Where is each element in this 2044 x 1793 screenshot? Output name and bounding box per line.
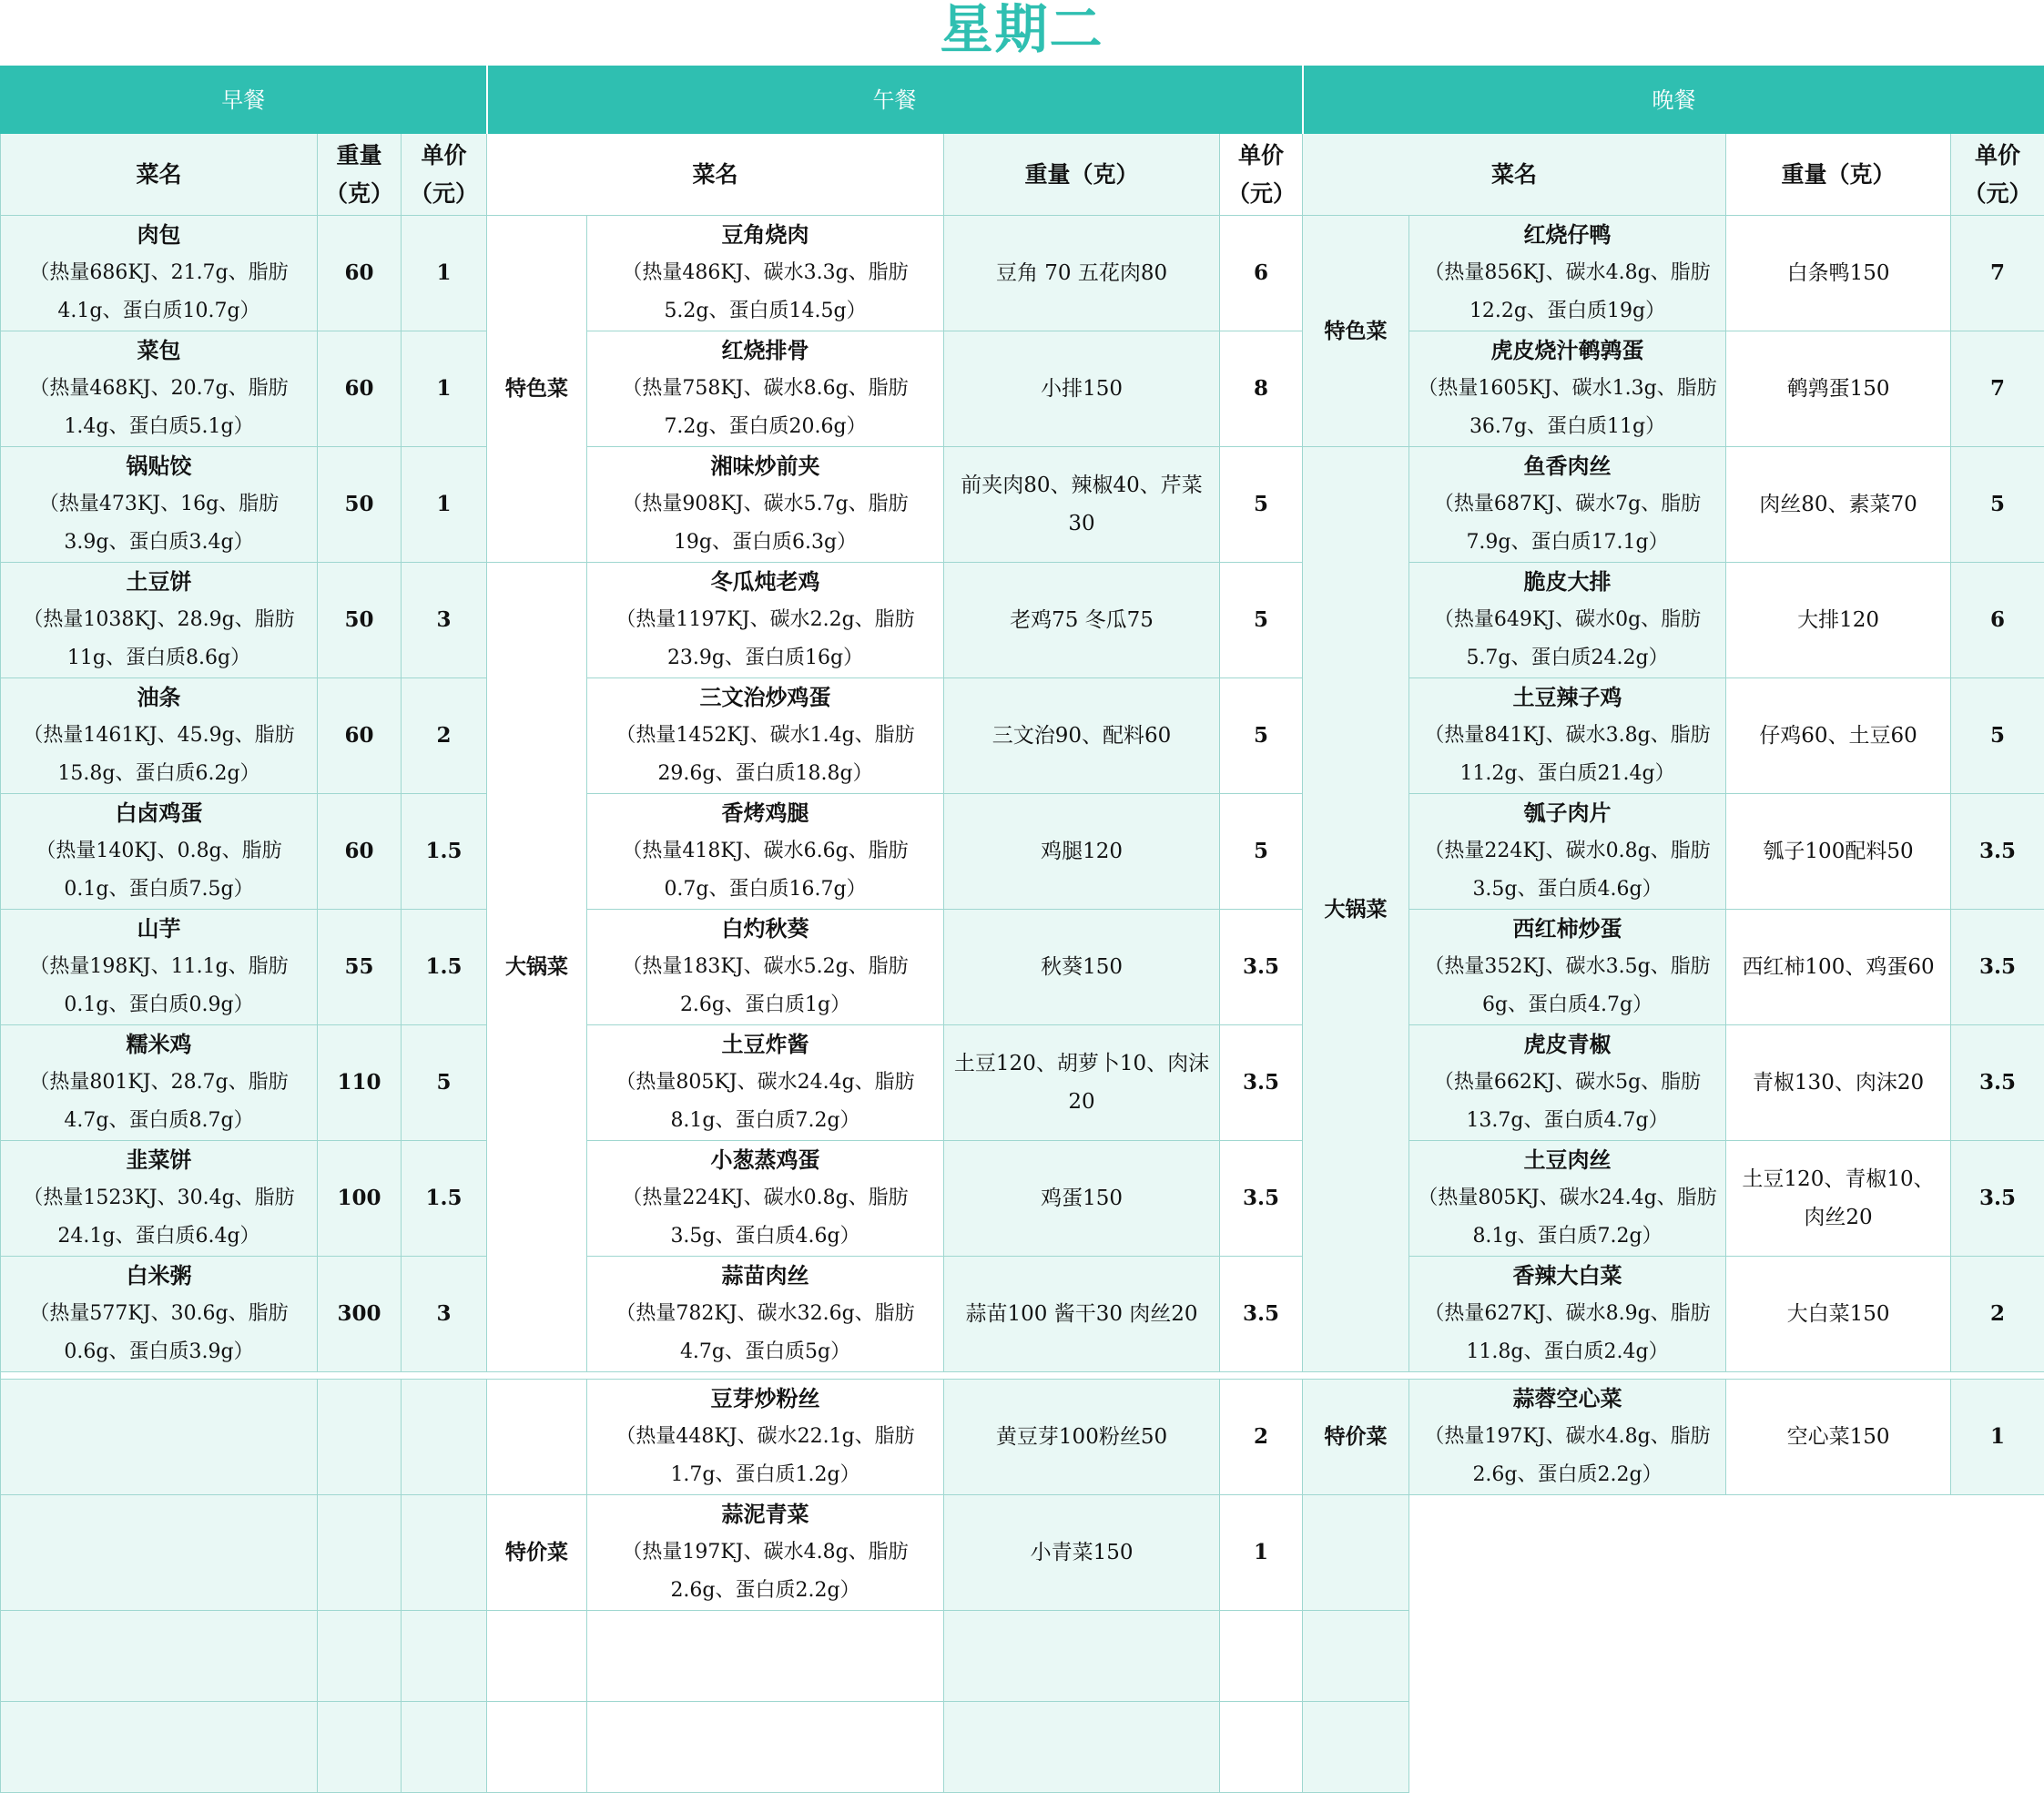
dinner-price: 6 [1951, 563, 2044, 678]
empty-cell [487, 1380, 587, 1495]
dinner-category-special: 特色菜 [1303, 216, 1409, 447]
dinner-price: 3.5 [1951, 794, 2044, 910]
dish-name: 锅贴饺 [8, 447, 310, 485]
breakfast-price: 1.5 [402, 1141, 487, 1257]
dish-nutrition: （热量1461KJ、45.9g、脂肪15.8g、蛋白质6.2g） [8, 717, 310, 793]
empty-cell [402, 1702, 487, 1793]
lunch-weight: 鸡腿120 [944, 794, 1220, 910]
empty-cell [402, 1380, 487, 1495]
lunch-price: 8 [1220, 331, 1303, 447]
dish-name: 瓠子肉片 [1417, 794, 1718, 832]
dinner-price: 5 [1951, 447, 2044, 563]
dish-nutrition: （热量805KJ、碳水24.4g、脂肪8.1g、蛋白质7.2g） [1417, 1179, 1718, 1256]
dinner-price: 7 [1951, 216, 2044, 331]
dish-nutrition: （热量197KJ、碳水4.8g、脂肪2.6g、蛋白质2.2g） [595, 1533, 936, 1610]
dinner-weight: 大排120 [1726, 563, 1951, 678]
breakfast-price: 3 [402, 1257, 487, 1372]
dish-name: 白灼秋葵 [595, 910, 936, 948]
header-price-line2: （元） [410, 180, 478, 207]
lunch-price: 5 [1220, 794, 1303, 910]
empty-cell [318, 1611, 402, 1702]
dish-name: 香烤鸡腿 [595, 794, 936, 832]
dish-nutrition: （热量782KJ、碳水32.6g、脂肪4.7g、蛋白质5g） [595, 1295, 936, 1371]
dinner-dish [1409, 563, 1726, 678]
dish-nutrition: （热量805KJ、碳水24.4g、脂肪8.1g、蛋白质7.2g） [595, 1064, 936, 1140]
dish-name: 土豆炸酱 [595, 1025, 936, 1064]
dish-nutrition: （热量1197KJ、碳水2.2g、脂肪23.9g、蛋白质16g） [595, 601, 936, 677]
dinner-price: 5 [1951, 678, 2044, 794]
meal-header-lunch: 午餐 [487, 66, 1303, 134]
dish-nutrition: （热量224KJ、碳水0.8g、脂肪3.5g、蛋白质4.6g） [1417, 832, 1718, 909]
dinner-weight: 西红柿100、鸡蛋60 [1726, 910, 1951, 1025]
header-dinner-weight: 重量（克） [1726, 134, 1951, 216]
dinner-weight: 肉丝80、素菜70 [1726, 447, 1951, 563]
dinner-dish [1409, 331, 1726, 447]
breakfast-dish [1, 1025, 318, 1141]
header-breakfast-price [402, 134, 487, 216]
dish-name: 菜包 [8, 331, 310, 370]
dinner-weight: 白条鸭150 [1726, 216, 1951, 331]
dinner-price: 1 [1951, 1380, 2044, 1495]
dish-nutrition: （热量801KJ、28.7g、脂肪4.7g、蛋白质8.7g） [8, 1064, 310, 1140]
empty-cell [402, 1495, 487, 1611]
dinner-weight: 大白菜150 [1726, 1257, 1951, 1372]
lunch-weight: 蒜苗100 酱干30 肉丝20 [944, 1257, 1220, 1372]
lunch-price: 3.5 [1220, 1257, 1303, 1372]
lunch-price: 5 [1220, 678, 1303, 794]
page-title: 星期二 [0, 0, 2044, 66]
meal-header-dinner: 晚餐 [1303, 66, 2044, 134]
table-row [1, 1495, 2044, 1611]
dish-name: 冬瓜炖老鸡 [595, 563, 936, 601]
dish-name: 西红柿炒蛋 [1417, 910, 1718, 948]
header-price-line1: 单价 [1975, 142, 2020, 168]
lunch-dish [587, 1141, 944, 1257]
breakfast-dish [1, 1141, 318, 1257]
dish-nutrition: （热量183KJ、碳水5.2g、脂肪2.6g、蛋白质1g） [595, 948, 936, 1024]
dinner-weight: 土豆120、青椒10、肉丝20 [1726, 1141, 1951, 1257]
dinner-dish [1409, 794, 1726, 910]
lunch-weight: 土豆120、胡萝卜10、肉沫20 [944, 1025, 1220, 1141]
dish-name: 白米粥 [8, 1257, 310, 1295]
header-weight-line2: （克） [325, 180, 393, 207]
table-row [1, 563, 2044, 678]
empty-cell [1303, 1611, 1409, 1702]
breakfast-price: 1 [402, 216, 487, 331]
lunch-category-big-pot: 大锅菜 [487, 563, 587, 1372]
dish-nutrition: （热量352KJ、碳水3.5g、脂肪6g、蛋白质4.7g） [1417, 948, 1718, 1024]
dish-nutrition: （热量841KJ、碳水3.8g、脂肪11.2g、蛋白质21.4g） [1417, 717, 1718, 793]
dish-name: 韭菜饼 [8, 1141, 310, 1179]
breakfast-price: 3 [402, 563, 487, 678]
dish-nutrition: （热量198KJ、11.1g、脂肪0.1g、蛋白质0.9g） [8, 948, 310, 1024]
lunch-dish [587, 910, 944, 1025]
dinner-category-big-pot: 大锅菜 [1303, 447, 1409, 1372]
empty-cell [1, 1380, 318, 1495]
dish-name: 红烧排骨 [595, 331, 936, 370]
dinner-price: 7 [1951, 331, 2044, 447]
lunch-dish [587, 331, 944, 447]
empty-cell [318, 1495, 402, 1611]
table-row [1, 678, 2044, 794]
dish-name: 湘味炒前夹 [595, 447, 936, 485]
header-price-line1: 单价 [1238, 142, 1284, 168]
header-price-line1: 单价 [422, 142, 467, 168]
dinner-dish [1409, 1257, 1726, 1372]
lunch-weight: 黄豆芽100粉丝50 [944, 1380, 1220, 1495]
dish-name: 蒜蓉空心菜 [1417, 1380, 1718, 1418]
dish-name: 白卤鸡蛋 [8, 794, 310, 832]
dinner-weight: 空心菜150 [1726, 1380, 1951, 1495]
dinner-category-discount: 特价菜 [1303, 1380, 1409, 1495]
breakfast-weight: 60 [318, 794, 402, 910]
lunch-dish [587, 1380, 944, 1495]
dinner-weight: 瓠子100配料50 [1726, 794, 1951, 910]
empty-cell [487, 1702, 587, 1793]
lunch-dish [587, 1495, 944, 1611]
table-row [1, 1025, 2044, 1141]
dish-nutrition: （热量224KJ、碳水0.8g、脂肪3.5g、蛋白质4.6g） [595, 1179, 936, 1256]
dinner-weight: 青椒130、肉沫20 [1726, 1025, 1951, 1141]
dinner-dish [1409, 1025, 1726, 1141]
spacer [1, 1372, 2044, 1380]
dinner-price: 3.5 [1951, 1025, 2044, 1141]
breakfast-weight: 50 [318, 563, 402, 678]
breakfast-dish [1, 563, 318, 678]
breakfast-weight: 60 [318, 216, 402, 331]
breakfast-weight: 300 [318, 1257, 402, 1372]
breakfast-price: 1 [402, 331, 487, 447]
dish-nutrition: （热量140KJ、0.8g、脂肪0.1g、蛋白质7.5g） [8, 832, 310, 909]
dish-nutrition: （热量1523KJ、30.4g、脂肪24.1g、蛋白质6.4g） [8, 1179, 310, 1256]
breakfast-dish [1, 794, 318, 910]
dish-name: 三文治炒鸡蛋 [595, 678, 936, 717]
lunch-weight: 老鸡75 冬瓜75 [944, 563, 1220, 678]
dish-nutrition: （热量468KJ、20.7g、脂肪1.4g、蛋白质5.1g） [8, 370, 310, 446]
dish-name: 土豆肉丝 [1417, 1141, 1718, 1179]
breakfast-price: 5 [402, 1025, 487, 1141]
lunch-weight: 豆角 70 五花肉80 [944, 216, 1220, 331]
dish-name: 山芋 [8, 910, 310, 948]
header-price-line2: （元） [1964, 180, 2032, 207]
breakfast-weight: 60 [318, 678, 402, 794]
dish-name: 油条 [8, 678, 310, 717]
menu-table [0, 66, 2044, 1793]
lunch-dish [587, 678, 944, 794]
lunch-dish [587, 216, 944, 331]
meal-header-breakfast: 早餐 [1, 66, 487, 134]
table-row [1, 910, 2044, 1025]
header-lunch-price [1220, 134, 1303, 216]
empty-cell [1220, 1702, 1303, 1793]
breakfast-price: 1.5 [402, 794, 487, 910]
empty-cell [487, 1611, 587, 1702]
dish-nutrition: （热量649KJ、碳水0g、脂肪5.7g、蛋白质24.2g） [1417, 601, 1718, 677]
empty-cell [587, 1611, 944, 1702]
dish-name: 土豆饼 [8, 563, 310, 601]
table-row [1, 1257, 2044, 1372]
breakfast-weight: 110 [318, 1025, 402, 1141]
breakfast-dish [1, 216, 318, 331]
dish-name: 土豆辣子鸡 [1417, 678, 1718, 717]
dish-name: 虎皮青椒 [1417, 1025, 1718, 1064]
header-breakfast-name: 菜名 [1, 134, 318, 216]
lunch-dish [587, 563, 944, 678]
lunch-price: 3.5 [1220, 910, 1303, 1025]
dinner-dish [1409, 216, 1726, 331]
breakfast-weight: 50 [318, 447, 402, 563]
dish-name: 鱼香肉丝 [1417, 447, 1718, 485]
empty-cell [944, 1702, 1220, 1793]
lunch-price: 5 [1220, 563, 1303, 678]
dinner-price: 3.5 [1951, 910, 2044, 1025]
lunch-price: 3.5 [1220, 1025, 1303, 1141]
dish-name: 小葱蒸鸡蛋 [595, 1141, 936, 1179]
breakfast-weight: 60 [318, 331, 402, 447]
lunch-price: 6 [1220, 216, 1303, 331]
lunch-weight: 前夹肉80、辣椒40、芹菜30 [944, 447, 1220, 563]
dish-nutrition: （热量1038KJ、28.9g、脂肪11g、蛋白质8.6g） [8, 601, 310, 677]
dinner-dish [1409, 910, 1726, 1025]
dish-name: 肉包 [8, 216, 310, 254]
lunch-price: 5 [1220, 447, 1303, 563]
dish-nutrition: （热量662KJ、碳水5g、脂肪13.7g、蛋白质4.7g） [1417, 1064, 1718, 1140]
empty-cell [1303, 1702, 1409, 1793]
lunch-dish [587, 1257, 944, 1372]
lunch-category-discount: 特价菜 [487, 1495, 587, 1611]
dinner-dish [1409, 1380, 1726, 1495]
empty-cell [1, 1702, 318, 1793]
dish-name: 香辣大白菜 [1417, 1257, 1718, 1295]
breakfast-dish [1, 447, 318, 563]
lunch-price: 3.5 [1220, 1141, 1303, 1257]
table-row [1, 1141, 2044, 1257]
dish-nutrition: （热量758KJ、碳水8.6g、脂肪7.2g、蛋白质20.6g） [595, 370, 936, 446]
header-lunch-name: 菜名 [487, 134, 944, 216]
dish-nutrition: （热量856KJ、碳水4.8g、脂肪12.2g、蛋白质19g） [1417, 254, 1718, 331]
breakfast-dish [1, 678, 318, 794]
dish-name: 蒜泥青菜 [595, 1495, 936, 1533]
breakfast-price: 1 [402, 447, 487, 563]
dinner-weight: 鹌鹑蛋150 [1726, 331, 1951, 447]
dish-name: 虎皮烧汁鹌鹑蛋 [1417, 331, 1718, 370]
empty-cell [318, 1702, 402, 1793]
lunch-dish [587, 1025, 944, 1141]
dish-name: 豆角烧肉 [595, 216, 936, 254]
lunch-weight: 三文治90、配料60 [944, 678, 1220, 794]
header-dinner-price [1951, 134, 2044, 216]
lunch-weight: 鸡蛋150 [944, 1141, 1220, 1257]
breakfast-weight: 55 [318, 910, 402, 1025]
lunch-weight: 秋葵150 [944, 910, 1220, 1025]
dish-nutrition: （热量1605KJ、碳水1.3g、脂肪36.7g、蛋白质11g） [1417, 370, 1718, 446]
dish-nutrition: （热量448KJ、碳水22.1g、脂肪1.7g、蛋白质1.2g） [595, 1418, 936, 1494]
dinner-dish [1409, 447, 1726, 563]
breakfast-dish [1, 910, 318, 1025]
dinner-price: 2 [1951, 1257, 2044, 1372]
header-breakfast-weight [318, 134, 402, 216]
dinner-dish [1409, 678, 1726, 794]
dinner-dish [1409, 1141, 1726, 1257]
table-row [1, 216, 2044, 331]
header-price-line2: （元） [1227, 180, 1296, 207]
breakfast-price: 2 [402, 678, 487, 794]
blank-area [1409, 1495, 2044, 1793]
table-row [1, 331, 2044, 447]
lunch-price: 2 [1220, 1380, 1303, 1495]
lunch-price: 1 [1220, 1495, 1303, 1611]
dish-nutrition: （热量908KJ、碳水5.7g、脂肪19g、蛋白质6.3g） [595, 485, 936, 562]
dish-nutrition: （热量486KJ、碳水3.3g、脂肪5.2g、蛋白质14.5g） [595, 254, 936, 331]
dish-nutrition: （热量473KJ、16g、脂肪3.9g、蛋白质3.4g） [8, 485, 310, 562]
lunch-weight: 小排150 [944, 331, 1220, 447]
header-weight-line1: 重量 [336, 142, 381, 168]
dish-name: 红烧仔鸭 [1417, 216, 1718, 254]
header-lunch-weight: 重量（克） [944, 134, 1220, 216]
dish-nutrition: （热量197KJ、碳水4.8g、脂肪2.6g、蛋白质2.2g） [1417, 1418, 1718, 1494]
table-row [1, 1380, 2044, 1495]
empty-cell [1, 1611, 318, 1702]
dish-nutrition: （热量687KJ、碳水7g、脂肪7.9g、蛋白质17.1g） [1417, 485, 1718, 562]
breakfast-price: 1.5 [402, 910, 487, 1025]
dish-nutrition: （热量627KJ、碳水8.9g、脂肪11.8g、蛋白质2.4g） [1417, 1295, 1718, 1371]
empty-cell [944, 1611, 1220, 1702]
lunch-dish [587, 447, 944, 563]
empty-cell [1, 1495, 318, 1611]
table-row [1, 447, 2044, 563]
empty-cell [1220, 1611, 1303, 1702]
dish-name: 脆皮大排 [1417, 563, 1718, 601]
breakfast-dish [1, 331, 318, 447]
dish-name: 蒜苗肉丝 [595, 1257, 936, 1295]
dish-name: 豆芽炒粉丝 [595, 1380, 936, 1418]
lunch-category-special: 特色菜 [487, 216, 587, 563]
breakfast-dish [1, 1257, 318, 1372]
table-row [1, 794, 2044, 910]
empty-cell [587, 1702, 944, 1793]
dish-name: 糯米鸡 [8, 1025, 310, 1064]
empty-cell [402, 1611, 487, 1702]
empty-cell [318, 1380, 402, 1495]
empty-cell [1303, 1495, 1409, 1611]
dish-nutrition: （热量577KJ、30.6g、脂肪0.6g、蛋白质3.9g） [8, 1295, 310, 1371]
dish-nutrition: （热量418KJ、碳水6.6g、脂肪0.7g、蛋白质16.7g） [595, 832, 936, 909]
lunch-dish [587, 794, 944, 910]
lunch-weight: 小青菜150 [944, 1495, 1220, 1611]
dish-nutrition: （热量686KJ、21.7g、脂肪4.1g、蛋白质10.7g） [8, 254, 310, 331]
dinner-weight: 仔鸡60、土豆60 [1726, 678, 1951, 794]
dish-nutrition: （热量1452KJ、碳水1.4g、脂肪29.6g、蛋白质18.8g） [595, 717, 936, 793]
header-dinner-name: 菜名 [1303, 134, 1726, 216]
dinner-price: 3.5 [1951, 1141, 2044, 1257]
breakfast-weight: 100 [318, 1141, 402, 1257]
